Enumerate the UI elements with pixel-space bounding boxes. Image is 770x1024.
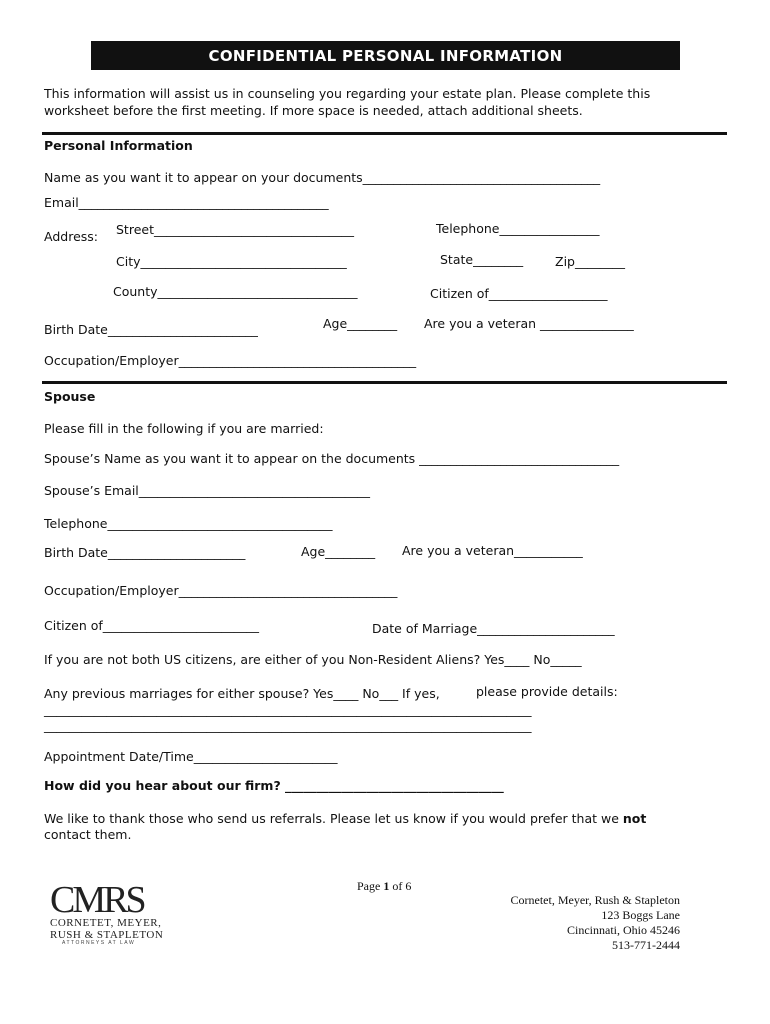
logo-line-2: RUSH & STAPLETON (50, 929, 164, 941)
appointment-field[interactable]: Appointment Date/Time_______________________ (44, 749, 338, 764)
email-field[interactable]: Email________________________________________ (44, 195, 329, 210)
date-of-marriage-field[interactable]: Date of Marriage______________________ (372, 621, 615, 636)
intro-line-2: worksheet before the first meeting. If more space is needed, attach additional sheets. (44, 103, 583, 118)
thanks-line-2: contact them. (44, 827, 132, 842)
thanks-not: not (622, 811, 647, 826)
spouse-heading: Spouse (44, 389, 96, 404)
details-line-1[interactable]: ______________________________________________________________________________ (44, 702, 532, 717)
spouse-email-field[interactable]: Spouse’s Email_____________________________________ (44, 483, 371, 498)
page-current: 1 (383, 879, 390, 893)
spouse-name-field[interactable]: Spouse’s Name as you want it to appear on the documents ________________________________ (44, 451, 620, 466)
name-field[interactable]: Name as you want it to appear on your documents______________________________________ (44, 170, 601, 185)
firm-logo-mark: CMRS (50, 879, 144, 921)
previous-marriages-question[interactable]: Any previous marriages for either spouse? Yes____ No___ If yes, (44, 686, 440, 701)
spouse-occupation-field[interactable]: Occupation/Employer___________________________________ (44, 583, 398, 598)
logo-line-1: CORNETET, MEYER, (50, 917, 162, 929)
firm-street: 123 Boggs Lane (601, 908, 680, 922)
details-line-2[interactable]: ______________________________________________________________________________ (44, 718, 532, 733)
telephone-field[interactable]: Telephone________________ (436, 221, 600, 236)
non-resident-question[interactable]: If you are not both US citizens, are either of you Non-Resident Aliens? Yes____ No_____ (44, 652, 582, 667)
spouse-telephone-field[interactable]: Telephone____________________________________ (44, 516, 333, 531)
spouse-instruction: Please fill in the following if you are married: (44, 421, 324, 436)
county-field[interactable]: County________________________________ (113, 284, 358, 299)
page-prefix: Page (357, 879, 384, 893)
page-of: of (389, 879, 406, 893)
provide-details-label: please provide details: (476, 684, 618, 699)
street-field[interactable]: Street________________________________ (116, 222, 354, 237)
logo-line-3: ATTORNEYS AT LAW (62, 940, 136, 946)
section-divider (42, 381, 727, 384)
how-hear-field[interactable]: How did you hear about our firm? ___________________________________ (44, 778, 504, 793)
section-divider (42, 132, 727, 135)
page-total: 6 (405, 879, 412, 893)
age-field[interactable]: Age________ (323, 316, 398, 331)
state-field[interactable]: State________ (440, 252, 524, 267)
personal-heading: Personal Information (44, 138, 193, 153)
veteran-field[interactable]: Are you a veteran _______________ (424, 316, 634, 331)
firm-phone: 513-771-2444 (612, 938, 680, 952)
intro-line-1: This information will assist us in counseling you regarding your estate plan. Please complete this (44, 86, 651, 101)
city-field[interactable]: City_________________________________ (116, 254, 347, 269)
spouse-birth-date-field[interactable]: Birth Date______________________ (44, 545, 246, 560)
birth-date-field[interactable]: Birth Date________________________ (44, 322, 258, 337)
citizen-field[interactable]: Citizen of___________________ (430, 286, 608, 301)
zip-field[interactable]: Zip________ (555, 254, 625, 269)
spouse-veteran-field[interactable]: Are you a veteran___________ (402, 543, 583, 558)
spouse-citizen-field[interactable]: Citizen of_________________________ (44, 618, 260, 633)
firm-city: Cincinnati, Ohio 45246 (567, 923, 680, 937)
spouse-age-field[interactable]: Age________ (301, 544, 376, 559)
thanks-line-1 (44, 811, 646, 826)
page-number (357, 879, 411, 894)
firm-name: Cornetet, Meyer, Rush & Stapleton (510, 893, 680, 907)
occupation-field[interactable]: Occupation/Employer______________________________________ (44, 353, 417, 368)
thanks-text: We like to thank those who send us referrals. Please let us know if you would prefer that we (44, 811, 623, 826)
form-title: CONFIDENTIAL PERSONAL INFORMATION (91, 41, 680, 70)
address-label: Address: (44, 229, 98, 244)
